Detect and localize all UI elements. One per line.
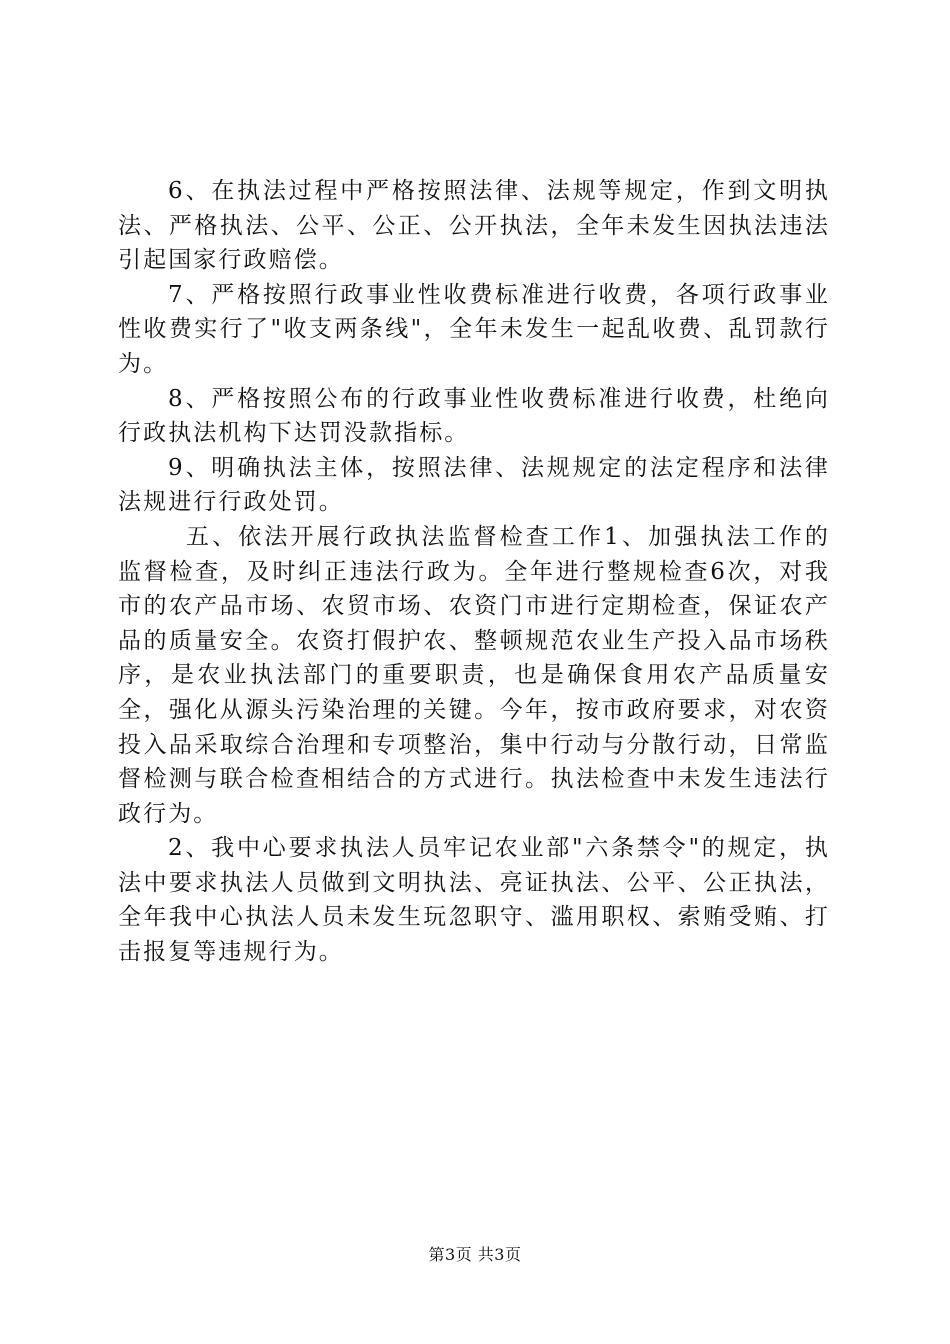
- paragraph-item-6: 6、在执法过程中严格按照法律、法规等规定，作到文明执法、严格执法、公平、公正、公开执法，全年未发生因执法违法引起国家行政赔偿。: [118, 178, 830, 274]
- paragraph-item-2: 2、我中心要求执法人员牢记农业部"六条禁令"的规定，执法中要求执法人员做到文明执法、亮证执法、公平、公正执法，全年我中心执法人员未发生玩忽职守、滥用职权、索贿受贿、打击报复等违规行为。: [118, 835, 830, 966]
- document-body: [118, 174, 830, 970]
- page-number-footer: 第3页 共3页: [428, 1245, 522, 1264]
- paragraph-item-8: 8、严格按照公布的行政事业性收费标准进行收费，杜绝向行政执法机构下达罚没款指标。: [118, 385, 830, 447]
- paragraph-item-9: 9、明确执法主体，按照法律、法规规定的法定程序和法律法规进行行政处罚。: [118, 454, 830, 516]
- section-five-paragraph: 五、依法开展行政执法监督检查工作1、加强执法工作的监督检查，及时纠正违法行政为。全年进行整规检查6次，对我市的农产品市场、农贸市场、农资门市进行定期检查，保证农产品的质量安全。农资打假护农、整顿规范农业生产投入品市场秩序，是农业执法部门的重要职责，也是确保食用农产品质量安全，强化从源头污染治理的关键。今年，按市政府要求，对农资投入品采取综合治理和专项整治，集中行动与分散行动，日常监督检测与联合检查相结合的方式进行。执法检查中未发生违法行政行为。: [118, 523, 830, 827]
- paragraph-item-7: 7、严格按照行政事业性收费标准进行收费，各项行政事业性收费实行了"收支两条线"，全年未发生一起乱收费、乱罚款行为。: [118, 281, 830, 377]
